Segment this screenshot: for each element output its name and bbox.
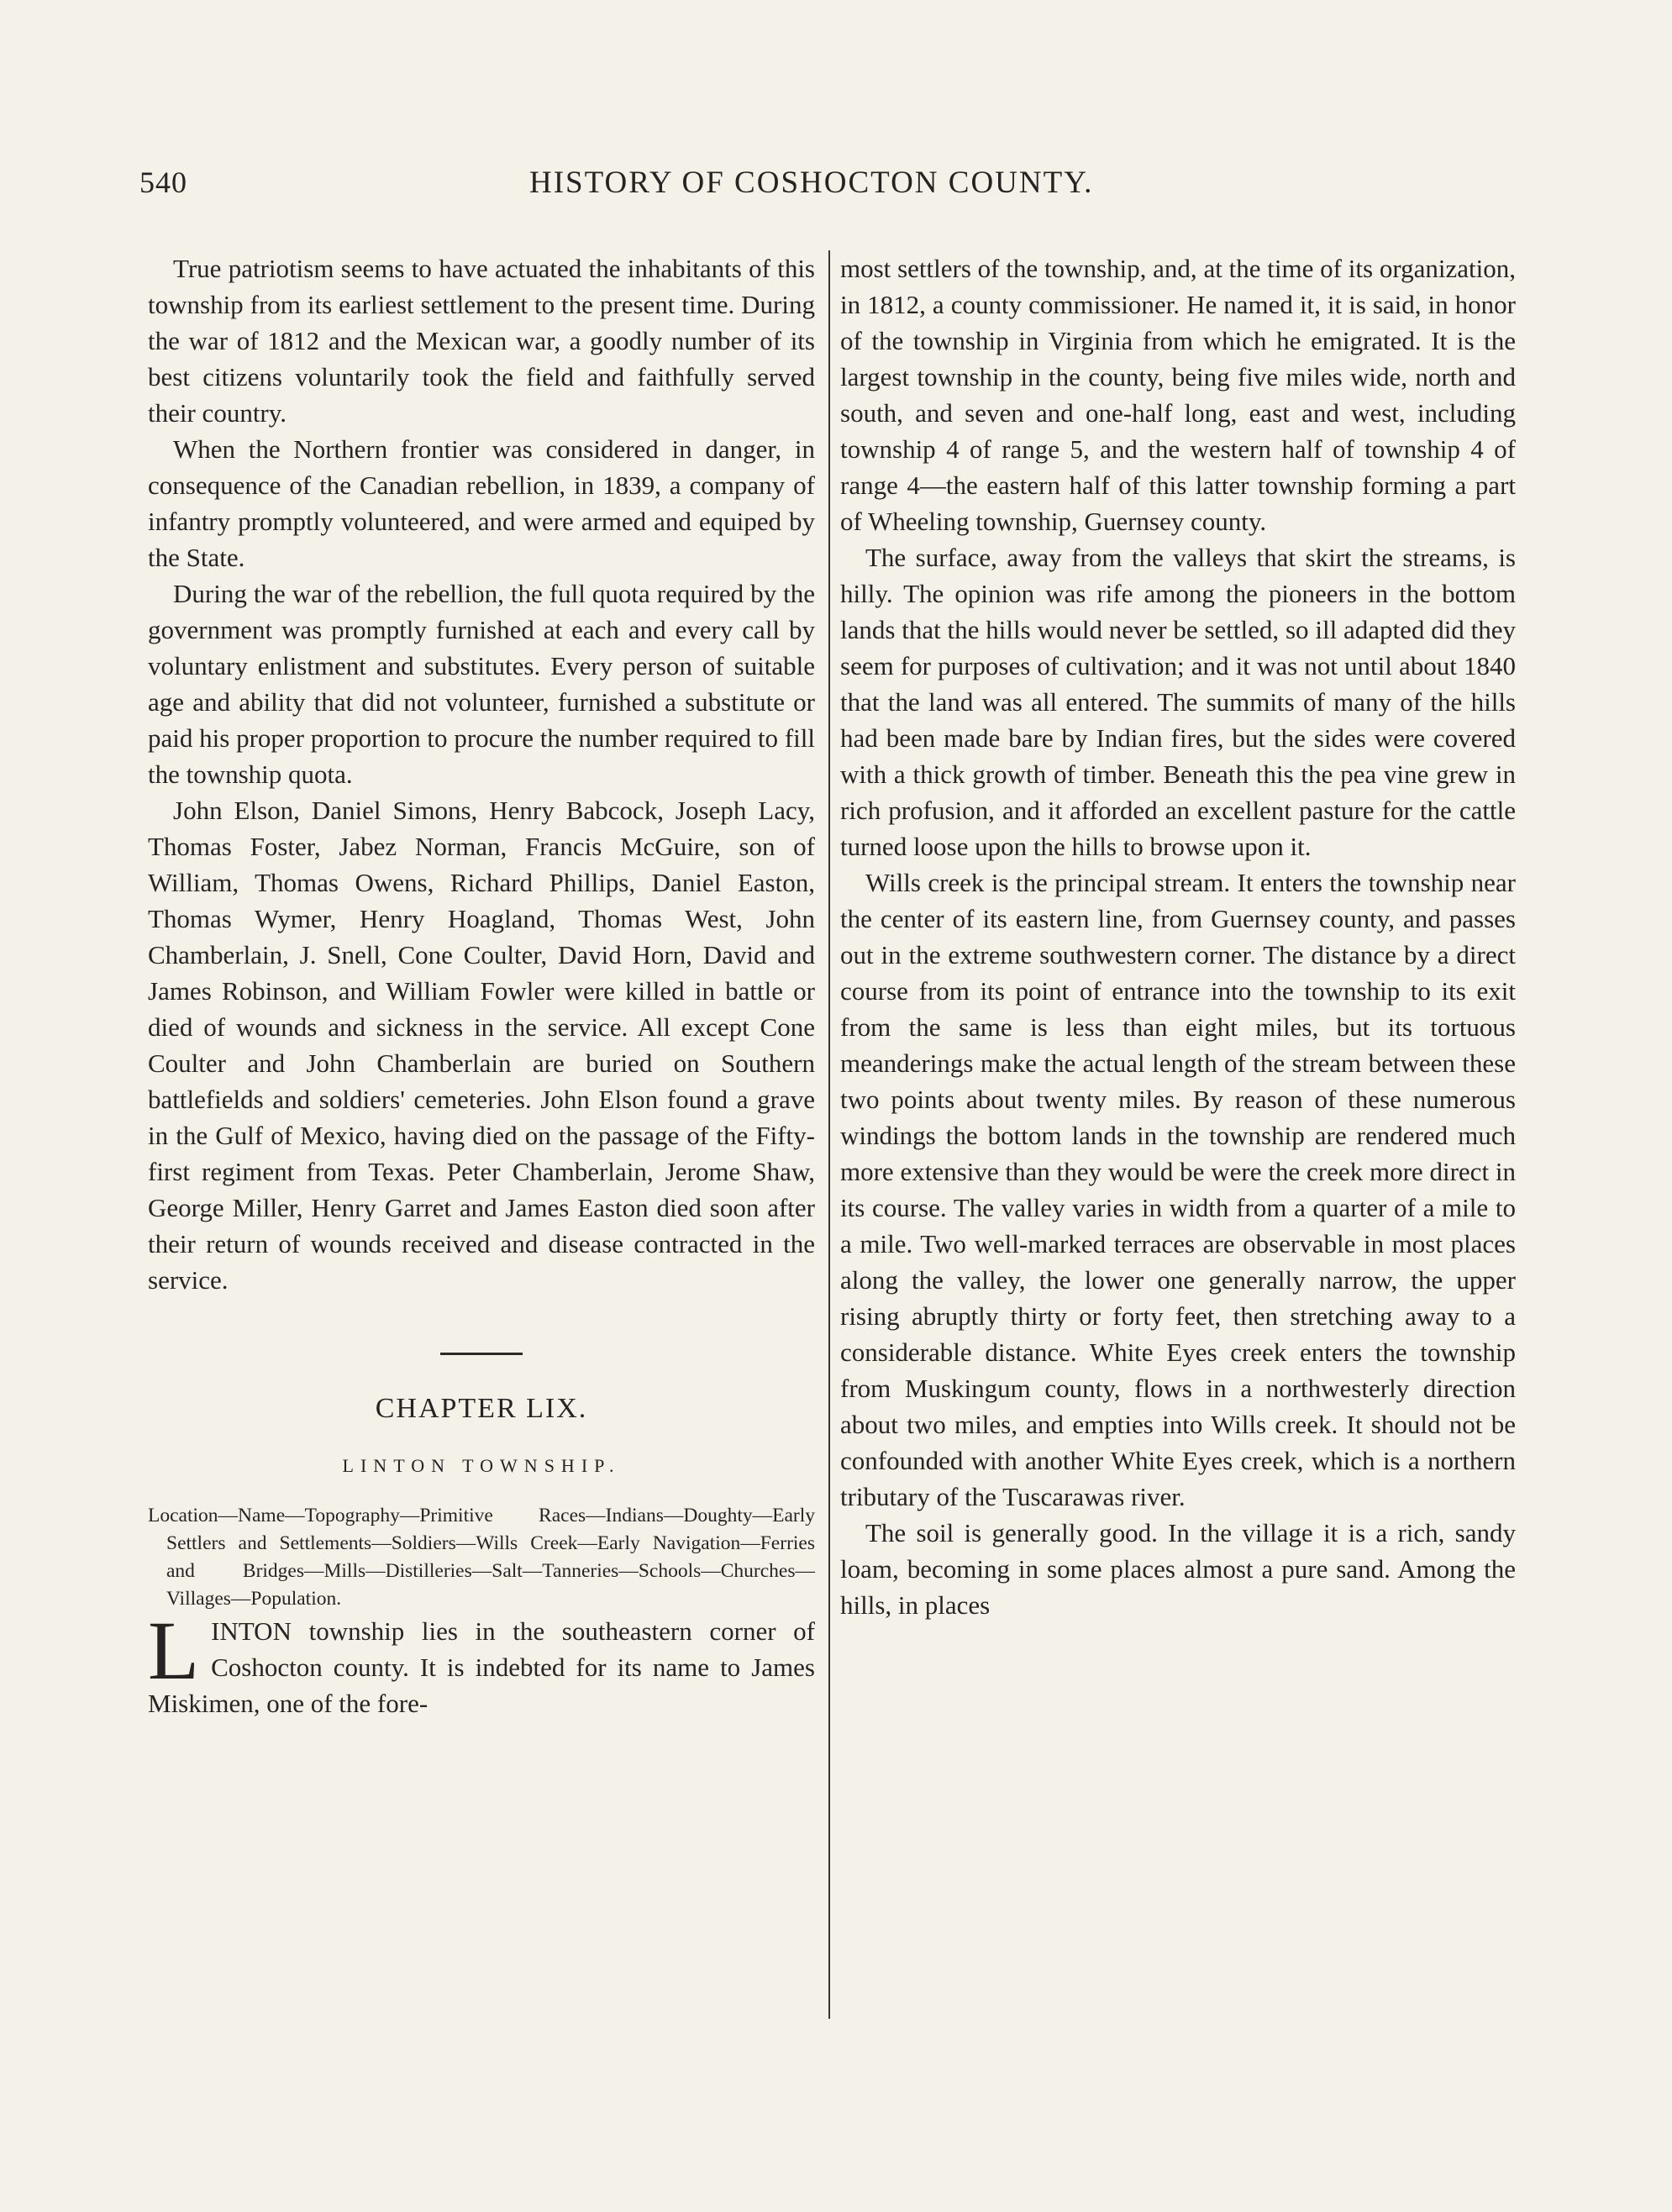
paragraph: most settlers of the township, and, at the time of its organization, in 1812, a county commissioner. He named it, it is said, in honor of the township in Virginia from which he emigrated. It is the largest township in the county, being five miles wide, north and south, and seven and one-half long, east and west, including township 4 of range 5, and the western half of township 4 of range 4—the eastern half of this latter township forming a part of Wheeling township, Guernsey county. <box>840 254 1516 536</box>
paragraph: The surface, away from the valleys that skirt the streams, is hilly. The opinion was rife among the pioneers in the bottom lands that the hills would never be settled, so ill adapted did they seem for purposes of cultivation; and it was not until about 1840 that the land was all entered. The summits of many of the hills had been made bare by Indian fires, but the sides were covered with a thick growth of timber. Beneath this the pea vine grew in rich profusion, and it afforded an excellent pasture for the cattle turned loose upon the hills to browse upon it. <box>840 543 1516 861</box>
opening-text: INTON township lies in the southeastern corner of Coshocton county. It is indebted for its name to James Miskimen, one of the fore- <box>148 1616 815 1718</box>
right-column <box>840 250 1516 1623</box>
chapter-subtitle: LINTON TOWNSHIP. <box>342 1455 621 1476</box>
paragraph: True patriotism seems to have actuated the inhabitants of this township from its earliest settlement to the present time. During the war of 1812 and the Mexican war, a goodly number of its best citizens voluntarily took the field and faithfully served their country. <box>148 254 815 428</box>
running-title: HISTORY OF COSHOCTON COUNTY. <box>529 166 1094 200</box>
opening-paragraph <box>148 1604 815 1721</box>
paragraph: The soil is generally good. In the village it is a rich, sandy loam, becoming in some places almost a pure sand. Among the hills, in places <box>840 1518 1516 1620</box>
paragraph: John Elson, Daniel Simons, Henry Babcock, Joseph Lacy, Thomas Foster, Jabez Norman, Francis McGuire, son of William, Thomas Owens, Richard Phillips, Daniel Easton, Thomas Wymer, Henry Hoagland, Thomas West, John Chamberlain, J. Snell, Cone Coulter, David Horn, David and James Robinson, and William Fowler were killed in battle or died of wounds and sickness in the service. All except Cone Coulter and John Chamberlain are buried on Southern battlefields and soldiers' cemeteries. John Elson found a grave in the Gulf of Mexico, having died on the passage of the Fifty-first regiment from Texas. Peter Chamberlain, Jerome Shaw, George Miller, Henry Garret and James Easton died soon after their return of wounds received and disease contracted in the service. <box>148 796 815 1295</box>
paragraph: Wills creek is the principal stream. It enters the township near the center of its eastern line, from Guernsey county, and passes out in the extreme southwestern corner. The distance by a direct course from its point of entrance into the township to its exit from the same is less than eight miles, but its tortuous meanderings make the actual length of the stream between these two points about twenty miles. By reason of these numerous windings the bottom lands in the township are rendered much more extensive than they would be were the creek more direct in its course. The valley varies in width from a quarter of a mile to a mile. Two well-marked terraces are observable in most places along the valley, the lower one generally narrow, the upper rising abruptly thirty or forty feet, then stretching away to a considerable distance. White Eyes creek enters the township from Muskingum county, flows in a northwesterly direction about two miles, and empties into Wills creek. It should not be confounded with another White Eyes creek, which is a northern tributary of the Tuscarawas river. <box>840 868 1516 1511</box>
page-header <box>0 165 1672 207</box>
left-column <box>148 250 815 1721</box>
paragraph: During the war of the rebellion, the full quota required by the government was promptly furnished at each and every call by voluntary enlistment and substitutes. Every person of suitable age and ability that did not volunteer, furnished a substitute or paid his proper proportion to procure the number required to fill the township quota. <box>148 579 815 789</box>
column-divider <box>828 250 830 2019</box>
chapter-synopsis: Location—Name—Topography—Primitive Races—Indians—Doughty—Early Settlers and Settlements—Soldiers—Wills Creek—Early Navigation—Ferries and Bridges—Mills—Distilleries—Salt—Tanneries—Schools—Churches—Villages—Population. <box>148 1505 815 1610</box>
paragraph: When the Northern frontier was considered in danger, in consequence of the Canadian rebellion, in 1839, a company of infantry promptly volunteered, and were armed and equiped by the State. <box>148 434 815 572</box>
page-number: 540 <box>139 166 187 199</box>
drop-cap: L <box>148 1604 200 1697</box>
section-divider <box>440 1353 523 1355</box>
chapter-title: CHAPTER LIX. <box>375 1393 588 1424</box>
